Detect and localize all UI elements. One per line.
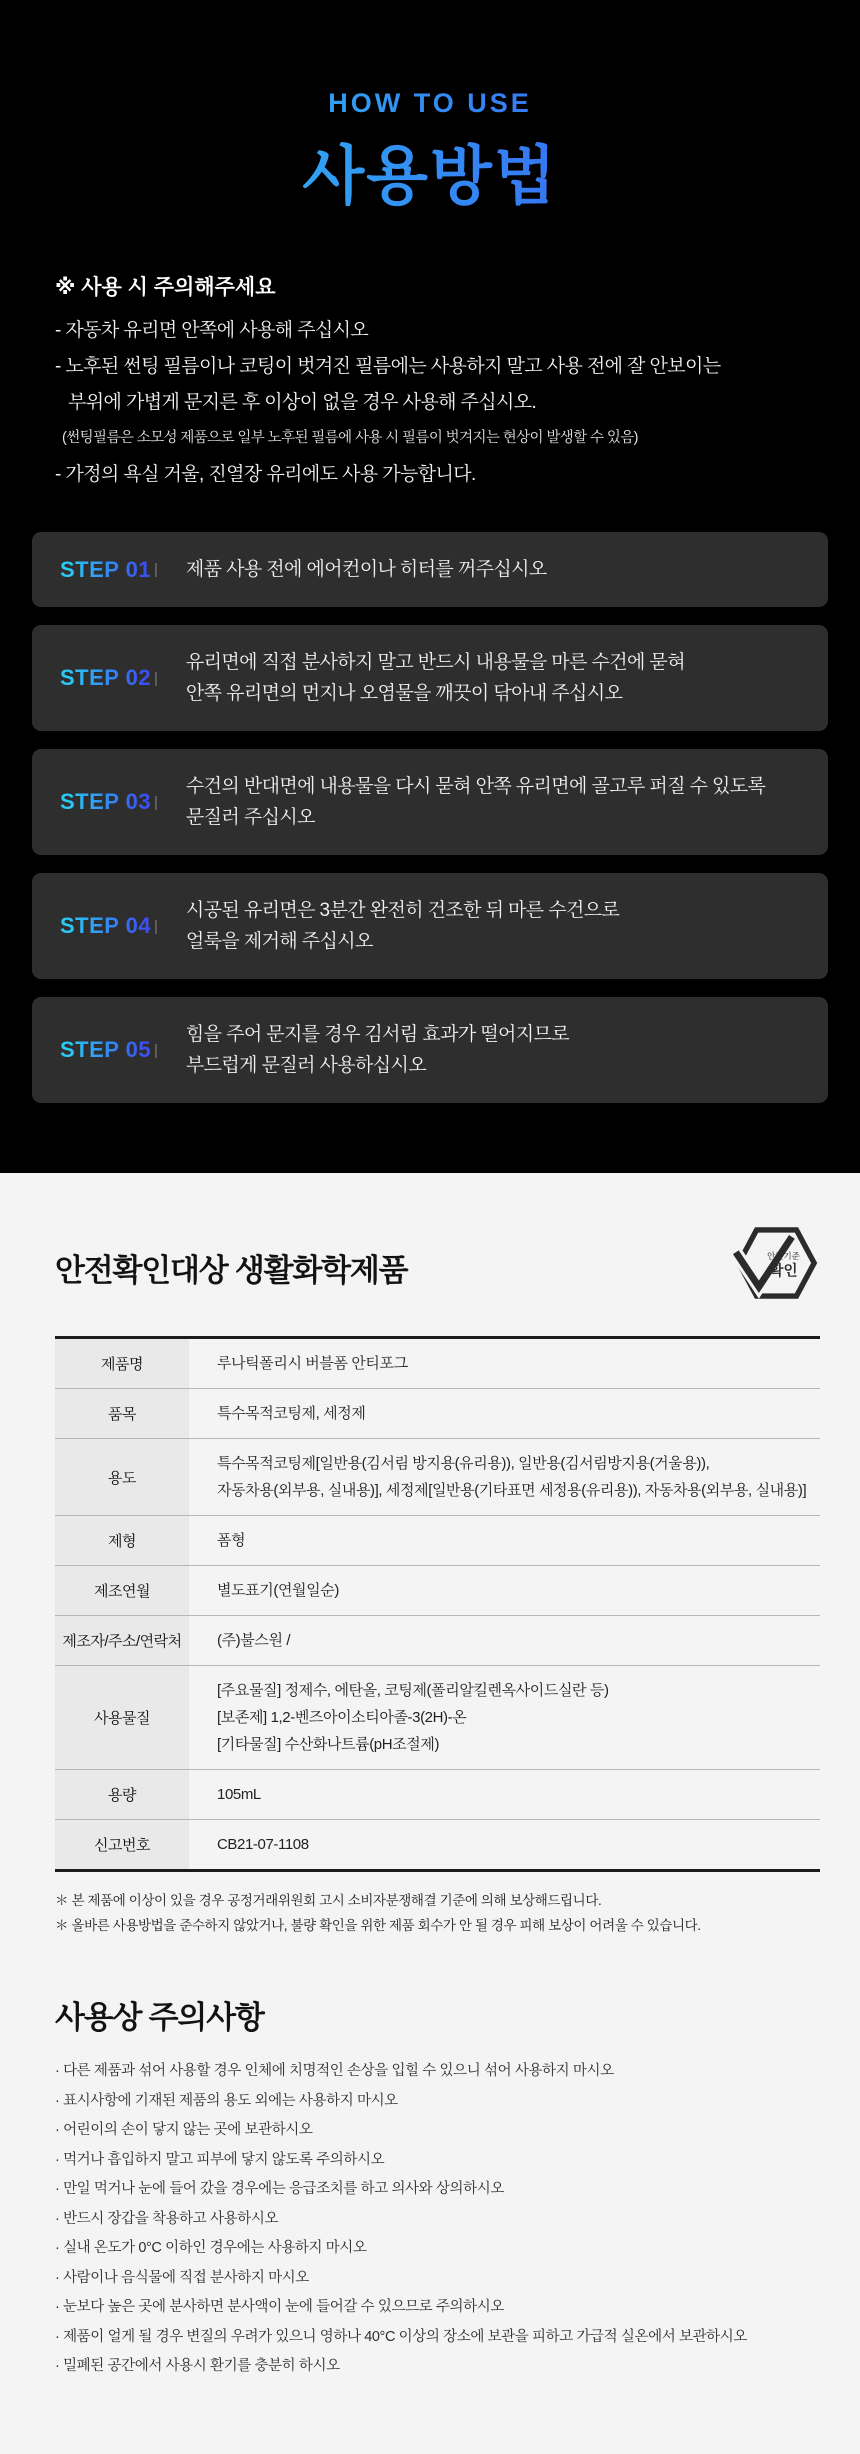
safety-section-heading: 안전확인대상 생활화학제품	[55, 1253, 408, 1288]
usage-cautions-section	[55, 1992, 820, 2382]
step-text	[186, 771, 765, 833]
usage-caution-item: · 눈보다 높은 곳에 분사하면 분사액이 눈에 들어갈 수 있으므로 주의하시오	[55, 2293, 820, 2323]
step-text-line: 안쪽 유리면의 먼지나 오염물을 깨끗이 닦아내 주십시오	[185, 683, 623, 704]
step-list	[32, 532, 828, 1103]
usage-caution-item: · 표시사항에 기재된 제품의 용도 외에는 사용하지 마시오	[55, 2087, 820, 2117]
row-value	[189, 1770, 820, 1819]
step-text	[186, 1019, 569, 1081]
row-value-line: 특수목적코팅제[일반용(김서림 방지용(유리용)), 일반용(김서림방지용(거울용)),	[217, 1455, 710, 1472]
badge-text-line2: 확인	[769, 1263, 798, 1280]
usage-caution-item: · 제품이 얼게 될 경우 변질의 우려가 있으니 영하나 40°C 이상의 장소에 보관을 피하고 가급적 실온에서 보관하시오	[55, 2323, 820, 2353]
row-value-line: 별도표기(연월일순)	[217, 1582, 339, 1599]
row-value	[189, 1389, 820, 1438]
step-divider: |	[154, 793, 158, 811]
caution-line: - 가정의 욕실 거울, 진열장 유리에도 사용 가능합니다.	[55, 464, 476, 485]
step-text-line: 수건의 반대면에 내용물을 다시 묻혀 안쪽 유리면에 골고루 퍼질 수 있도록	[185, 776, 766, 797]
footnotes	[55, 1888, 820, 1938]
row-label: 용량	[55, 1770, 189, 1819]
step-text-line: 유리면에 직접 분사하지 말고 반드시 내용물을 마른 수건에 묻혀	[185, 652, 685, 673]
product-info-table	[55, 1336, 820, 1872]
step-label: STEP 01	[60, 557, 154, 583]
table-row-usage	[55, 1439, 820, 1516]
step-text-line: 부드럽게 문질러 사용하십시오	[185, 1055, 427, 1076]
step-label: STEP 03	[60, 789, 154, 815]
row-value	[189, 1516, 820, 1565]
footnote: ＊ 본 제품에 이상이 있을 경우 공정거래위원회 고시 소비자분쟁해결 기준에 의해 보상해드립니다.	[55, 1893, 602, 1908]
step-card-04	[32, 873, 828, 979]
row-value-line: 특수목적코팅제, 세정제	[217, 1405, 366, 1422]
caution-line: - 자동차 유리면 안쪽에 사용해 주십시오	[55, 320, 369, 341]
step-text	[186, 554, 547, 585]
step-divider: |	[154, 561, 158, 578]
step-text-line: 시공된 유리면은 3분간 완전히 건조한 뒤 마른 수건으로	[185, 900, 620, 921]
usage-cautions-list	[55, 2057, 820, 2382]
row-value-line: [보존제] 1,2-벤즈아이소티아졸-3(2H)-온	[217, 1709, 467, 1726]
row-value-line: [기타물질] 수산화나트륨(pH조절제)	[217, 1736, 440, 1753]
step-divider: |	[154, 917, 158, 935]
table-row-form	[55, 1516, 820, 1566]
usage-caution-item: · 만일 먹거나 눈에 들어 갔을 경우에는 응급조치를 하고 의사와 상의하시오	[55, 2175, 820, 2205]
row-label: 용도	[55, 1439, 189, 1515]
step-divider: |	[154, 669, 158, 687]
row-label: 사용물질	[55, 1666, 189, 1769]
safety-certification-badge-icon	[732, 1223, 818, 1308]
row-label: 제조연월	[55, 1566, 189, 1615]
step-text-line: 문질러 주십시오	[185, 807, 315, 828]
step-text-line: 제품 사용 전에 에어컨이나 히터를 꺼주십시오	[185, 559, 547, 580]
safety-heading-row	[55, 1227, 820, 1308]
row-value-line: (주)불스원 /	[217, 1632, 291, 1649]
table-row-substances	[55, 1666, 820, 1770]
caution-line: - 노후된 썬팅 필름이나 코팅이 벗겨진 필름에는 사용하지 말고 사용 전에 잘 안보이는	[55, 356, 721, 377]
step-text-line: 얼룩을 제거해 주십시오	[185, 931, 373, 952]
step-card-01	[32, 532, 828, 607]
usage-caution-item: · 다른 제품과 섞어 사용할 경우 인체에 치명적인 손상을 입힐 수 있으니 섞어 사용하지 마시오	[55, 2057, 820, 2087]
row-value	[189, 1566, 820, 1615]
row-value-line: CB21-07-1108	[217, 1836, 309, 1853]
table-row-manufacture-date	[55, 1566, 820, 1616]
table-row-report-number	[55, 1820, 820, 1869]
step-text	[186, 647, 685, 709]
row-label: 신고번호	[55, 1820, 189, 1869]
table-row-item-type	[55, 1389, 820, 1439]
badge-text-line1: 안전기준	[767, 1251, 800, 1262]
usage-caution-item: · 실내 온도가 0°C 이하인 경우에는 사용하지 마시오	[55, 2234, 820, 2264]
row-value	[189, 1666, 820, 1769]
step-text	[186, 895, 619, 957]
caution-heading: ※ 사용 시 주의해주세요	[55, 276, 276, 299]
step-label: STEP 05	[60, 1037, 154, 1063]
step-text-line: 힘을 주어 문지를 경우 김서림 효과가 떨어지므로	[185, 1024, 570, 1045]
usage-caution-item: · 먹거나 흡입하지 말고 피부에 닿지 않도록 주의하시오	[55, 2146, 820, 2176]
usage-caution-item: · 밀폐된 공간에서 사용시 환기를 충분히 하시오	[55, 2352, 820, 2382]
row-value	[189, 1339, 820, 1388]
caution-line-continuation: 부위에 가볍게 문지른 후 이상이 없을 경우 사용해 주십시오.	[68, 392, 537, 413]
pre-use-caution-block	[55, 271, 805, 488]
product-safety-section	[0, 1173, 860, 2454]
step-label: STEP 04	[60, 913, 154, 939]
row-value	[189, 1820, 820, 1869]
step-card-02	[32, 625, 828, 731]
usage-caution-item: · 사람이나 음식물에 직접 분사하지 마시오	[55, 2264, 820, 2294]
row-value-line: 자동차용(외부용, 실내용)], 세정제[일반용(기타표면 세정용(유리용)), 자동차용(외부용, 실내용)]	[217, 1482, 807, 1499]
footnote: ＊ 올바른 사용방법을 준수하지 않았거나, 불량 확인을 위한 제품 회수가 안 될 경우 피해 보상이 어려울 수 있습니다.	[55, 1918, 701, 1933]
row-value	[189, 1439, 820, 1515]
step-label: STEP 02	[60, 665, 154, 691]
how-to-use-section	[0, 0, 860, 1173]
page-title: 사용방법	[0, 125, 860, 217]
table-row-volume	[55, 1770, 820, 1820]
row-value-line: 105mL	[217, 1786, 261, 1803]
row-label: 제형	[55, 1516, 189, 1565]
table-row-manufacturer	[55, 1616, 820, 1666]
step-card-05	[32, 997, 828, 1103]
row-label: 제품명	[55, 1339, 189, 1388]
row-value	[189, 1616, 820, 1665]
step-card-03	[32, 749, 828, 855]
step-divider: |	[154, 1041, 158, 1059]
row-value-line: [주요물질] 정제수, 에탄올, 코팅제(폴리알킬렌옥사이드실란 등)	[217, 1682, 609, 1699]
usage-caution-item: · 반드시 장갑을 착용하고 사용하시오	[55, 2205, 820, 2235]
hero-subtitle: HOW TO USE	[0, 88, 860, 119]
usage-cautions-heading: 사용상 주의사항	[55, 2000, 264, 2035]
row-label: 품목	[55, 1389, 189, 1438]
row-label: 제조자/주소/연락처	[55, 1616, 189, 1665]
table-row-product-name	[55, 1339, 820, 1389]
row-value-line: 폼형	[217, 1532, 246, 1549]
row-value-line: 루나틱폴리시 버블폼 안티포그	[217, 1355, 408, 1372]
usage-caution-item: · 어린이의 손이 닿지 않는 곳에 보관하시오	[55, 2116, 820, 2146]
caution-note: (썬팅필름은 소모성 제품으로 일부 노후된 필름에 사용 시 필름이 벗겨지는 현상이 발생할 수 있음)	[62, 430, 638, 446]
